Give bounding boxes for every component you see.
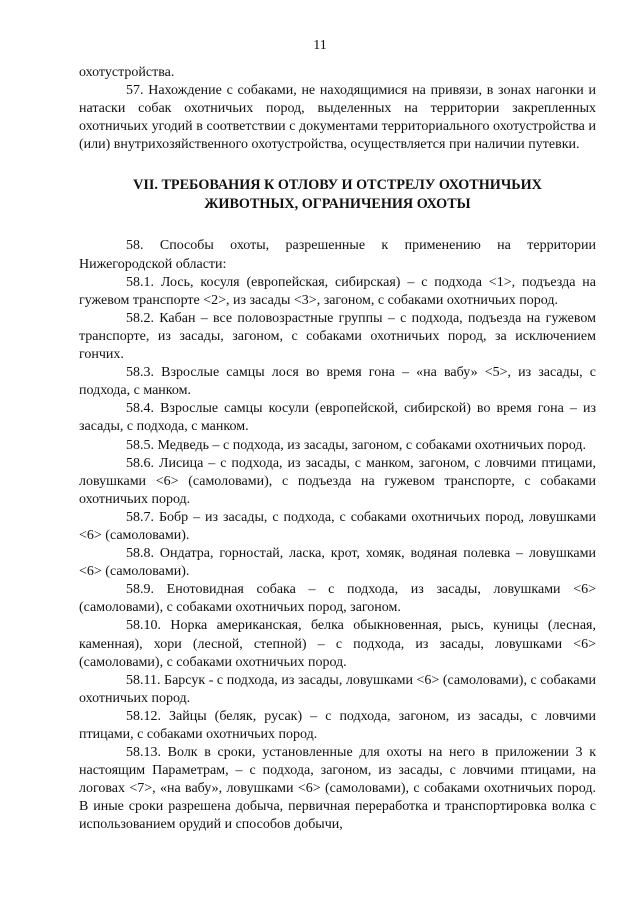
paragraph-58-1: 58.1. Лось, косуля (европейская, сибирская) – с подхода <1>, подъезда на гужевом транспорте <2>, из засады <3>, загоном, с собаками охотничьих пород. (79, 274, 596, 308)
section-heading-line-1: VII. ТРЕБОВАНИЯ К ОТЛОВУ И ОТСТРЕЛУ ОХОТНИЧЬИХ (133, 177, 542, 194)
paragraph-58-10: 58.10. Норка американская, белка обыкновенная, рысь, куницы (лесная, каменная), хори (лесной, степной) – с подхода, из засады, ловушками <6> (самоловами), с собаками охотничьих пород. (79, 618, 596, 670)
section-heading-line-2: ЖИВОТНЫХ, ОГРАНИЧЕНИЯ ОХОТЫ (204, 195, 471, 212)
paragraph-continuation: охотустройства. (79, 65, 175, 80)
paragraph-58-12: 58.12. Зайцы (беляк, русак) – с подхода, загоном, из засады, с ловчими птицами, с собаками охотничьих пород. (79, 708, 596, 742)
paragraph-57: 57. Нахождение с собаками, не находящимися на привязи, в зонах нагонки и натаски собак охотничьих пород, выделенных на территории закрепленных охотничьих угодий в соответствии с документами территориального охотустройства и (или) внутрихозяйственного охотустройства, осуществляется при наличии путевки. (79, 83, 596, 153)
section-heading (79, 176, 596, 213)
paragraph-58-2: 58.2. Кабан – все половозрастные группы – с подхода, подъезда на гужевом транспорте, из засады, загоном, с собаками охотничьих пород, за исключением гончих. (79, 310, 596, 363)
paragraph-58-11: 58.11. Барсук - с подхода, из засады, ловушками <6> (самоловами), с собаками охотничьих пород. (79, 672, 596, 706)
document-body (79, 64, 596, 835)
paragraph-58-6: 58.6. Лисица – с подхода, из засады, с манком, загоном, с ловчими птицами, ловушками <6> (самоловами), с подъезда на гужевом транспорте, с собаками охотничьих пород. (79, 455, 596, 507)
paragraph-58-13: 58.13. Волк в сроки, установленные для охоты на него в приложении 3 к настоящим Параметрам, – с подхода, загоном, из засады, с ловчими птицами, на логовах <7>, «на вабу», ловушками <6> (самоловами), с собаками охотничьих пород. В иные сроки разрешена добыча, первичная переработка и транспортировка волка с использованием орудий и способов добычи, (79, 745, 596, 833)
paragraph-58-4: 58.4. Взрослые самцы косули (европейской, сибирской) во время гона – из засады, с подхода, с манком. (79, 401, 596, 435)
paragraph-58-9: 58.9. Енотовидная собака – с подхода, из засады, ловушками <6> (самоловами), с собаками охотничьих пород, загоном. (79, 582, 596, 616)
paragraph-58-3: 58.3. Взрослые самцы лося во время гона – «на вабу» <5>, из засады, с подхода, с манком. (79, 365, 596, 399)
paragraph-58-8: 58.8. Ондатра, горностай, ласка, крот, хомяк, водяная полевка – ловушками <6> (самоловами). (79, 546, 596, 580)
paragraph-58-5: 58.5. Медведь – с подхода, из засады, загоном, с собаками охотничьих пород. (126, 437, 587, 453)
paragraph-58-7: 58.7. Бобр – из засады, с подхода, с собаками охотничьих пород, ловушками <6> (самоловами). (79, 509, 596, 543)
page-number: 11 (313, 38, 327, 53)
paragraph-58: 58. Способы охоты, разрешенные к применению на территории Нижегородской области: (79, 238, 596, 272)
